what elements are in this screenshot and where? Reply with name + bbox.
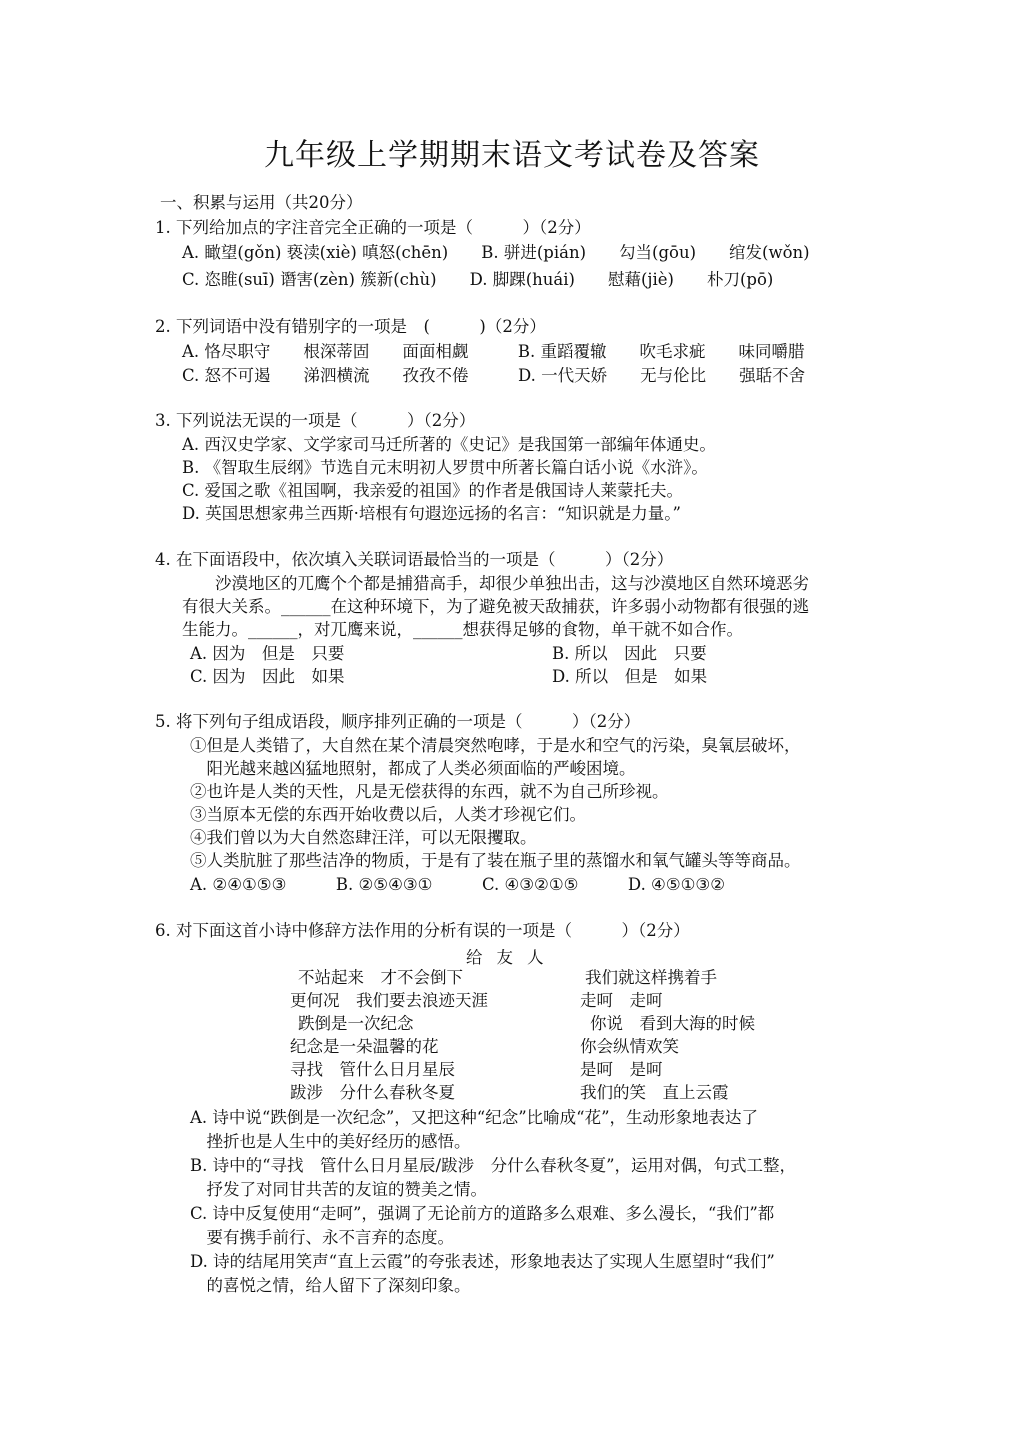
question-3-stem: 3. 下列说法无误的一项是（ ）（2分） bbox=[155, 411, 476, 430]
question-5-sentence-5: ⑤人类肮脏了那些洁净的物质，于是有了装在瓶子里的蒸馏水和氧气罐头等等商品。 bbox=[190, 851, 801, 870]
question-6-stem: 6. 对下面这首小诗中修辞方法作用的分析有误的一项是（ ）（2分） bbox=[155, 921, 690, 940]
question-6-option-d-line2: 的喜悦之情，给人留下了深刻印象。 bbox=[190, 1276, 471, 1295]
question-6-option-c-line1: C. 诗中反复使用“走呵”，强调了无论前方的道路多么艰难、多么漫长，“我们”都 bbox=[190, 1204, 775, 1223]
question-5-stem: 5. 将下列句子组成语段，顺序排列正确的一项是（ ）（2分） bbox=[155, 712, 641, 731]
question-4-option-a: A. 因为 但是 只要 bbox=[190, 644, 345, 663]
question-5-sentence-4: ④我们曾以为大自然恣肆汪洋，可以无限攫取。 bbox=[190, 828, 537, 847]
question-6-option-a-line1: A. 诗中说“跌倒是一次纪念”，又把这种“纪念”比喻成“花”，生动形象地表达了 bbox=[190, 1108, 759, 1127]
question-6-option-b-line1: B. 诗中的“寻找 管什么日月星辰/跋涉 分什么春秋冬夏”，运用对偶，句式工整， bbox=[190, 1156, 797, 1175]
question-1-options-row1: A. 瞰望(gǒn) 亵渎(xiè) 嗔怒(chēn) B. 骈进(pián) 勾当(gōu) 绾发(wǒn) bbox=[182, 243, 810, 262]
question-6-option-c-line2: 要有携手前行、永不言弃的态度。 bbox=[190, 1228, 454, 1247]
poem-left-line: 不站起来 才不会倒下 bbox=[298, 968, 463, 987]
question-6-option-a-line2: 挫折也是人生中的美好经历的感悟。 bbox=[190, 1132, 471, 1151]
question-5-sentence-2: ②也许是人类的天性，凡是无偿获得的东西，就不为自己所珍视。 bbox=[190, 782, 669, 801]
question-5-sentence-3: ③当原本无偿的东西开始收费以后，人类才珍视它们。 bbox=[190, 805, 586, 824]
question-4-passage-line3: 生能力。______，对兀鹰来说，______想获得足够的食物，单干就不如合作。 bbox=[182, 620, 743, 639]
poem-title: 给友人 bbox=[466, 948, 558, 967]
question-4-stem: 4. 在下面语段中，依次填入关联词语最恰当的一项是（ ）（2分） bbox=[155, 550, 674, 569]
question-4-passage-line1: 沙漠地区的兀鹰个个都是捕猎高手，却很少单独出击，这与沙漠地区自然环境恶劣 bbox=[182, 574, 809, 593]
poem-left-line: 更何况 我们要去浪迹天涯 bbox=[290, 991, 488, 1010]
question-3-option-c: C. 爱国之歌《祖国啊，我亲爱的祖国》的作者是俄国诗人莱蒙托夫。 bbox=[182, 481, 684, 500]
question-4-option-b: B. 所以 因此 只要 bbox=[552, 644, 707, 663]
question-1-options-row2: C. 恣睢(suī) 谮害(zèn) 簇新(chù) D. 脚踝(huái) 慰藉(jiè) 朴刀(pō) bbox=[182, 270, 774, 289]
question-2-options-row2: C. 怒不可遏 涕泗横流 孜孜不倦 D. 一代天娇 无与伦比 强聒不舍 bbox=[182, 366, 806, 385]
question-3-option-b: B. 《智取生辰纲》节选自元末明初人罗贯中所著长篇白话小说《水浒》。 bbox=[182, 458, 708, 477]
question-6-option-b-line2: 抒发了对同甘共苦的友谊的赞美之情。 bbox=[190, 1180, 487, 1199]
poem-right-line: 我们的笑 直上云霞 bbox=[580, 1083, 729, 1102]
poem-left-line: 跋涉 分什么春秋冬夏 bbox=[290, 1083, 455, 1102]
poem-left-line: 寻找 管什么日月星辰 bbox=[290, 1060, 455, 1079]
page-title: 九年级上学期期末语文考试卷及答案 bbox=[264, 138, 760, 173]
question-2-stem: 2. 下列词语中没有错别字的一项是 ( )（2分） bbox=[155, 317, 546, 336]
question-5-sentence-1b: 阳光越来越凶猛地照射，都成了人类必须面临的严峻困境。 bbox=[190, 759, 636, 778]
question-6-option-d-line1: D. 诗的结尾用笑声“直上云霞”的夸张表述，形象地表达了实现人生愿望时“我们” bbox=[190, 1252, 775, 1271]
poem-right-line: 是呵 是呵 bbox=[580, 1060, 663, 1079]
question-2-options-row1: A. 恪尽职守 根深蒂固 面面相觑 B. 重蹈覆辙 吹毛求疵 味同嚼腊 bbox=[182, 342, 805, 361]
question-3-option-a: A. 西汉史学家、文学家司马迁所著的《史记》是我国第一部编年体通史。 bbox=[182, 435, 716, 454]
question-3-option-d: D. 英国思想家弗兰西斯·培根有句遐迩远扬的名言：“知识就是力量。” bbox=[182, 504, 681, 523]
poem-right-line: 走呵 走呵 bbox=[580, 991, 663, 1010]
question-5-sentence-1a: ①但是人类错了，大自然在某个清晨突然咆哮，于是水和空气的污染，臭氧层破坏， bbox=[190, 736, 801, 755]
question-1-stem: 1. 下列给加点的字注音完全正确的一项是（ ）（2分） bbox=[155, 218, 591, 237]
question-4-option-c: C. 因为 因此 如果 bbox=[190, 667, 345, 686]
question-4-option-d: D. 所以 但是 如果 bbox=[552, 667, 708, 686]
poem-right-line: 你说 看到大海的时候 bbox=[590, 1014, 755, 1033]
poem-right-line: 你会纵情欢笑 bbox=[580, 1037, 679, 1056]
question-5-options: A. ②④①⑤③ B. ②⑤④③① C. ④③②①⑤ D. ④⑤①③② bbox=[190, 875, 726, 894]
section-heading: 一、积累与运用（共20分） bbox=[160, 193, 363, 212]
poem-right-line: 我们就这样携着手 bbox=[585, 968, 717, 987]
poem-left-line: 纪念是一朵温馨的花 bbox=[290, 1037, 439, 1056]
question-4-passage-line2: 有很大关系。______在这种环境下，为了避免被天敌捕获，许多弱小动物都有很强的逃 bbox=[182, 597, 809, 616]
poem-left-line: 跌倒是一次纪念 bbox=[298, 1014, 414, 1033]
